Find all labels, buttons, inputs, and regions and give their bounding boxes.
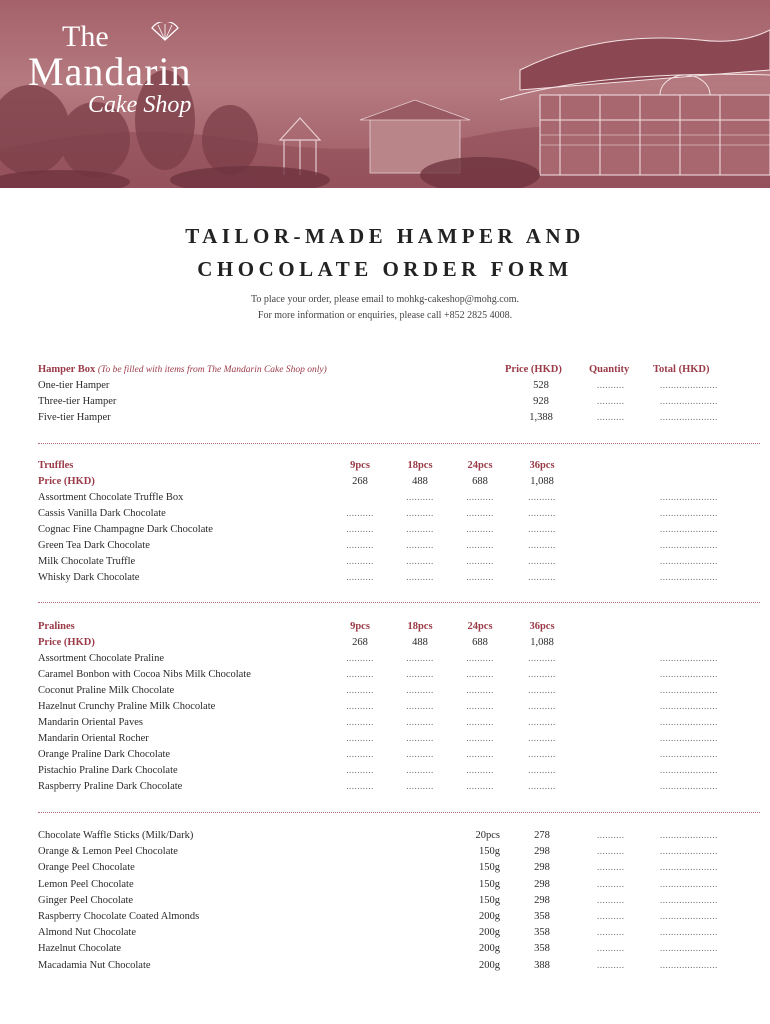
truffles-size-36: 36pcs: [529, 460, 555, 471]
total-field[interactable]: .....................: [660, 927, 718, 938]
truffles-price-label: Price (HKD): [38, 476, 95, 487]
quantity-field[interactable]: ..........: [528, 781, 556, 791]
item-name: Chocolate Waffle Sticks (Milk/Dark): [38, 830, 194, 841]
truffles-heading: Truffles: [38, 460, 74, 471]
quantity-field[interactable]: ..........: [406, 685, 434, 695]
item-price: 928: [533, 396, 549, 407]
total-field[interactable]: .....................: [660, 765, 718, 775]
quantity-field[interactable]: ..........: [597, 396, 625, 406]
quantity-field[interactable]: ..........: [528, 701, 556, 711]
other-item-row: [0, 895, 770, 911]
item-name: Ginger Peel Chocolate: [38, 894, 134, 906]
truffles-row: [0, 524, 770, 540]
pralines-row: [0, 653, 770, 669]
quantity-field[interactable]: ..........: [597, 412, 625, 422]
hamper-col-total: Total (HKD): [653, 364, 710, 375]
brand-cake-shop: Cake Shop: [88, 92, 192, 118]
item-price: 358: [534, 927, 550, 939]
item-name: Whisky Dark Chocolate: [38, 572, 140, 583]
pralines-row: [0, 749, 770, 765]
item-name: Assortment Chocolate Praline: [38, 653, 164, 664]
quantity-field[interactable]: ..........: [346, 508, 374, 518]
quantity-field[interactable]: ..........: [466, 669, 494, 679]
quantity-field[interactable]: ..........: [597, 846, 625, 857]
item-name: Three-tier Hamper: [38, 396, 117, 407]
total-field[interactable]: .....................: [660, 653, 718, 663]
pralines-row: [0, 701, 770, 717]
pralines-price-24: 688: [472, 637, 488, 648]
item-price: 298: [534, 862, 550, 874]
quantity-field[interactable]: ..........: [466, 572, 494, 582]
item-price: 358: [534, 911, 550, 922]
hamper-row: [0, 396, 770, 412]
section-divider: [38, 812, 760, 813]
total-field[interactable]: .....................: [660, 781, 718, 791]
hamper-row: [0, 412, 770, 428]
item-name: Orange & Lemon Peel Chocolate: [38, 846, 178, 858]
hamper-note: (To be filled with items from The Mandarin Cake Shop only): [97, 365, 327, 375]
item-size: 150g: [479, 862, 500, 874]
pralines-price-9: 268: [352, 637, 368, 648]
total-field[interactable]: .....................: [660, 878, 718, 889]
pralines-row: [0, 733, 770, 749]
quantity-field[interactable]: ..........: [528, 508, 556, 518]
item-price: 358: [534, 943, 550, 955]
quantity-field[interactable]: ..........: [466, 717, 494, 727]
quantity-field[interactable]: ..........: [346, 749, 374, 759]
item-name: Green Tea Dark Chocolate: [38, 540, 150, 551]
brand-mandarin: Mandarin: [28, 49, 192, 94]
fan-icon: [150, 22, 180, 42]
total-field[interactable]: .....................: [660, 380, 718, 390]
quantity-field[interactable]: ..........: [346, 685, 374, 695]
pralines-size-9: 9pcs: [350, 621, 370, 632]
quantity-field[interactable]: ..........: [597, 911, 625, 921]
pralines-row: [0, 781, 770, 797]
quantity-field[interactable]: ..........: [597, 943, 625, 954]
truffles-size-18: 18pcs: [407, 460, 433, 471]
truffles-row: [0, 540, 770, 556]
item-name: Mandarin Oriental Rocher: [38, 733, 149, 744]
item-name: Pistachio Praline Dark Chocolate: [38, 765, 178, 776]
item-name: Orange Peel Chocolate: [38, 862, 135, 874]
quantity-field[interactable]: ..........: [346, 701, 374, 711]
total-field[interactable]: .....................: [660, 540, 718, 550]
item-size: 150g: [479, 846, 500, 858]
quantity-field[interactable]: ..........: [406, 781, 434, 791]
quantity-field[interactable]: ..........: [346, 540, 374, 550]
quantity-field[interactable]: ..........: [466, 733, 494, 743]
total-field[interactable]: .....................: [660, 701, 718, 711]
quantity-field[interactable]: ..........: [406, 572, 434, 582]
total-field[interactable]: .....................: [660, 492, 718, 502]
hamper-row: [0, 380, 770, 396]
quantity-field[interactable]: ..........: [528, 556, 556, 566]
quantity-field[interactable]: ..........: [466, 508, 494, 518]
pralines-size-18: 18pcs: [407, 621, 433, 632]
quantity-field[interactable]: ..........: [406, 669, 434, 679]
other-item-row: [0, 960, 770, 976]
quantity-field[interactable]: ..........: [466, 781, 494, 791]
total-field[interactable]: .....................: [660, 733, 718, 743]
section-divider: [38, 443, 760, 444]
item-size: 200g: [479, 959, 500, 971]
pralines-size-36: 36pcs: [529, 621, 555, 632]
quantity-field[interactable]: ..........: [346, 781, 374, 791]
other-item-row: [0, 911, 770, 927]
quantity-field[interactable]: ..........: [528, 717, 556, 727]
pralines-row: [0, 765, 770, 781]
other-item-row: [0, 927, 770, 943]
total-field[interactable]: .....................: [660, 508, 718, 518]
item-size: 200g: [479, 943, 500, 955]
item-price: 1,388: [529, 412, 553, 423]
truffles-price-36: 1,088: [530, 476, 554, 487]
total-field[interactable]: .....................: [660, 572, 718, 582]
quantity-field[interactable]: ..........: [528, 765, 556, 775]
other-item-row: [0, 862, 770, 878]
item-size: 150g: [479, 894, 500, 906]
item-name: Five-tier Hamper: [38, 412, 111, 423]
quantity-field[interactable]: ..........: [528, 572, 556, 582]
pralines-row: [0, 685, 770, 701]
quantity-field[interactable]: ..........: [406, 556, 434, 566]
item-price: 298: [534, 894, 550, 906]
item-name: Raspberry Chocolate Coated Almonds: [38, 911, 200, 922]
other-item-row: [0, 830, 770, 846]
item-name: Macadamia Nut Chocolate: [38, 959, 151, 971]
quantity-field[interactable]: ..........: [597, 959, 625, 970]
quantity-field[interactable]: ..........: [597, 878, 625, 889]
quantity-field[interactable]: ..........: [466, 556, 494, 566]
quantity-field[interactable]: ..........: [406, 492, 434, 502]
item-size: 200g: [479, 927, 500, 939]
pralines-price-row: [0, 637, 770, 653]
pralines-heading: Pralines: [38, 621, 75, 632]
quantity-field[interactable]: ..........: [406, 653, 434, 663]
total-field[interactable]: .....................: [660, 412, 718, 422]
total-field[interactable]: .....................: [660, 556, 718, 566]
item-name: Orange Praline Dark Chocolate: [38, 749, 171, 760]
truffles-row: [0, 508, 770, 524]
quantity-field[interactable]: ..........: [528, 540, 556, 550]
quantity-field[interactable]: ..........: [406, 540, 434, 550]
pralines-size-24: 24pcs: [467, 621, 493, 632]
quantity-field[interactable]: ..........: [466, 492, 494, 502]
intro-email: To place your order, please email to mohkg-cakeshop@mohg.com.: [250, 294, 520, 305]
item-price: 388: [534, 959, 550, 971]
quantity-field[interactable]: ..........: [528, 669, 556, 679]
truffles-header-row: [0, 460, 770, 476]
item-name: One-tier Hamper: [38, 380, 110, 391]
truffles-row: [0, 492, 770, 508]
truffles-price-18: 488: [412, 476, 428, 487]
quantity-field[interactable]: ..........: [528, 749, 556, 759]
item-name: Hazelnut Crunchy Praline Milk Chocolate: [38, 701, 216, 712]
quantity-field[interactable]: ..........: [597, 380, 625, 390]
quantity-field[interactable]: ..........: [346, 556, 374, 566]
hamper-heading: Hamper Box: [38, 364, 96, 375]
brand-the: The: [62, 20, 109, 53]
item-name: Assortment Chocolate Truffle Box: [38, 492, 184, 503]
item-name: Hazelnut Chocolate: [38, 943, 122, 955]
item-name: Milk Chocolate Truffle: [38, 556, 136, 567]
quantity-field[interactable]: ..........: [597, 927, 625, 938]
total-field[interactable]: .....................: [660, 959, 718, 970]
quantity-field[interactable]: ..........: [346, 653, 374, 663]
section-divider: [38, 602, 760, 603]
item-price: 298: [534, 846, 550, 858]
pralines-price-18: 488: [412, 637, 428, 648]
total-field[interactable]: .....................: [660, 396, 718, 406]
hamper-col-price: Price (HKD): [505, 364, 562, 375]
quantity-field[interactable]: ..........: [466, 701, 494, 711]
item-name: Almond Nut Chocolate: [38, 927, 136, 939]
item-price: 528: [533, 380, 549, 391]
quantity-field[interactable]: ..........: [346, 717, 374, 727]
quantity-field[interactable]: ..........: [528, 653, 556, 663]
total-field[interactable]: .....................: [660, 685, 718, 695]
item-name: Lemon Peel Chocolate: [38, 878, 134, 890]
quantity-field[interactable]: ..........: [466, 749, 494, 759]
quantity-field[interactable]: ..........: [466, 685, 494, 695]
form-title-line1: TAILOR-MADE HAMPER AND: [185, 224, 585, 248]
quantity-field[interactable]: ..........: [528, 524, 556, 534]
quantity-field[interactable]: ..........: [528, 492, 556, 502]
total-field[interactable]: .....................: [660, 894, 718, 905]
other-item-row: [0, 943, 770, 959]
quantity-field[interactable]: ..........: [466, 524, 494, 534]
form-title-line2: CHOCOLATE ORDER FORM: [197, 257, 573, 281]
item-name: Caramel Bonbon with Cocoa Nibs Milk Chocolate: [38, 669, 251, 680]
total-field[interactable]: .....................: [660, 830, 718, 840]
header-banner: [0, 0, 770, 188]
other-item-row: [0, 846, 770, 862]
quantity-field[interactable]: ..........: [346, 669, 374, 679]
quantity-field[interactable]: ..........: [466, 765, 494, 775]
item-name: Raspberry Praline Dark Chocolate: [38, 781, 183, 792]
quantity-field[interactable]: ..........: [346, 733, 374, 743]
item-size: 150g: [479, 878, 500, 890]
item-size: 20pcs: [475, 830, 500, 841]
pralines-header-row: [0, 621, 770, 637]
quantity-field[interactable]: ..........: [528, 733, 556, 743]
total-field[interactable]: .....................: [660, 669, 718, 679]
quantity-field[interactable]: ..........: [466, 540, 494, 550]
quantity-field[interactable]: ..........: [597, 830, 625, 840]
quantity-field[interactable]: ..........: [597, 862, 625, 873]
total-field[interactable]: .....................: [660, 846, 718, 857]
quantity-field[interactable]: ..........: [346, 765, 374, 775]
total-field[interactable]: .....................: [660, 943, 718, 954]
hamper-header-row: [0, 364, 770, 380]
truffles-size-24: 24pcs: [467, 460, 493, 471]
quantity-field[interactable]: ..........: [406, 701, 434, 711]
total-field[interactable]: .....................: [660, 749, 718, 759]
truffles-price-9: 268: [352, 476, 368, 487]
pralines-price-label: Price (HKD): [38, 637, 95, 648]
quantity-field[interactable]: ..........: [346, 524, 374, 534]
quantity-field[interactable]: ..........: [406, 717, 434, 727]
intro-phone: For more information or enquiries, please call +852 2825 4008.: [257, 310, 513, 321]
item-price: 298: [534, 878, 550, 890]
quantity-field[interactable]: ..........: [406, 765, 434, 775]
truffles-row: [0, 572, 770, 588]
total-field[interactable]: .....................: [660, 862, 718, 873]
item-price: 278: [534, 830, 550, 841]
truffles-price-24: 688: [472, 476, 488, 487]
total-field[interactable]: .....................: [660, 911, 718, 921]
total-field[interactable]: .....................: [660, 524, 718, 534]
quantity-field[interactable]: ..........: [406, 508, 434, 518]
quantity-field[interactable]: ..........: [597, 894, 625, 905]
pralines-price-36: 1,088: [530, 637, 554, 648]
quantity-field[interactable]: ..........: [528, 685, 556, 695]
item-name: Coconut Praline Milk Chocolate: [38, 685, 175, 696]
quantity-field[interactable]: ..........: [466, 653, 494, 663]
quantity-field[interactable]: ..........: [406, 733, 434, 743]
truffles-row: [0, 556, 770, 572]
quantity-field[interactable]: ..........: [406, 749, 434, 759]
quantity-field[interactable]: ..........: [346, 572, 374, 582]
quantity-field[interactable]: ..........: [406, 524, 434, 534]
other-item-row: [0, 879, 770, 895]
item-name: Mandarin Oriental Paves: [38, 717, 143, 728]
pralines-row: [0, 717, 770, 733]
item-size: 200g: [479, 911, 500, 922]
total-field[interactable]: .....................: [660, 717, 718, 727]
truffles-size-9: 9pcs: [350, 460, 370, 471]
item-name: Cognac Fine Champagne Dark Chocolate: [38, 524, 213, 535]
hamper-col-qty: Quantity: [589, 364, 630, 375]
item-name: Cassis Vanilla Dark Chocolate: [38, 508, 166, 519]
pralines-row: [0, 669, 770, 685]
truffles-price-row: [0, 476, 770, 492]
